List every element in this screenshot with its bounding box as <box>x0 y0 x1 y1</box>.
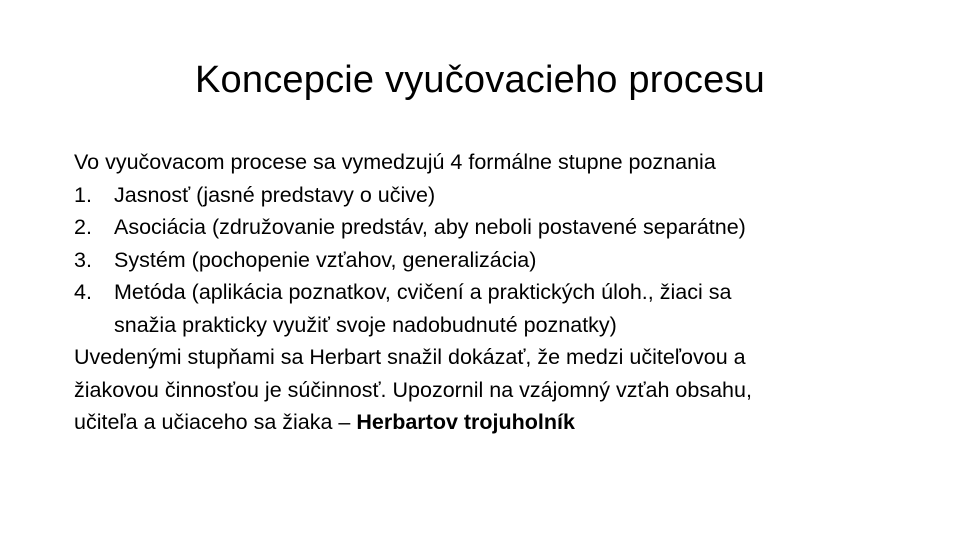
slide-body <box>74 146 904 439</box>
list-item-number: 3. <box>74 247 92 272</box>
closing-text-line-1: Uvedenými stupňami sa Herbart snažil dokázať, že medzi učiteľovou a <box>74 345 746 369</box>
herbart-triangle-term: Herbartov trojuholník <box>356 410 575 434</box>
list-item-number: 2. <box>74 215 92 239</box>
list-item <box>74 244 904 277</box>
slide-title: Koncepcie vyučovacieho procesu <box>194 59 765 101</box>
list-item-number: 4. <box>74 280 92 304</box>
list-item <box>74 211 904 244</box>
closing-text-prefix: učiteľa a učiaceho sa žiaka – <box>74 410 357 434</box>
intro-text: Vo vyučovacom procese sa vymedzujú 4 formálne stupne poznania <box>74 150 716 174</box>
list-item-text: Metóda (aplikácia poznatkov, cvičení a praktických úloh., žiaci sa <box>114 280 732 304</box>
closing-text-line-2: žiakovou činnosťou je súčinnosť. Upozornil na vzájomný vzťah obsahu, <box>74 377 752 402</box>
list-item-text: Jasnosť (jasné predstavy o učive) <box>114 182 436 207</box>
list-item-text: Asociácia (združovanie predstáv, aby neboli postavené separátne) <box>114 215 746 239</box>
list-item-text-continuation: snažia prakticky využiť svoje nadobudnuté poznatky) <box>114 312 617 337</box>
list-item <box>74 276 904 341</box>
closing-text-line-3 <box>74 406 904 439</box>
list-item <box>74 179 904 212</box>
list-item-number: 1. <box>74 182 92 207</box>
list-item-text: Systém (pochopenie vzťahov, generalizácia) <box>114 247 537 272</box>
